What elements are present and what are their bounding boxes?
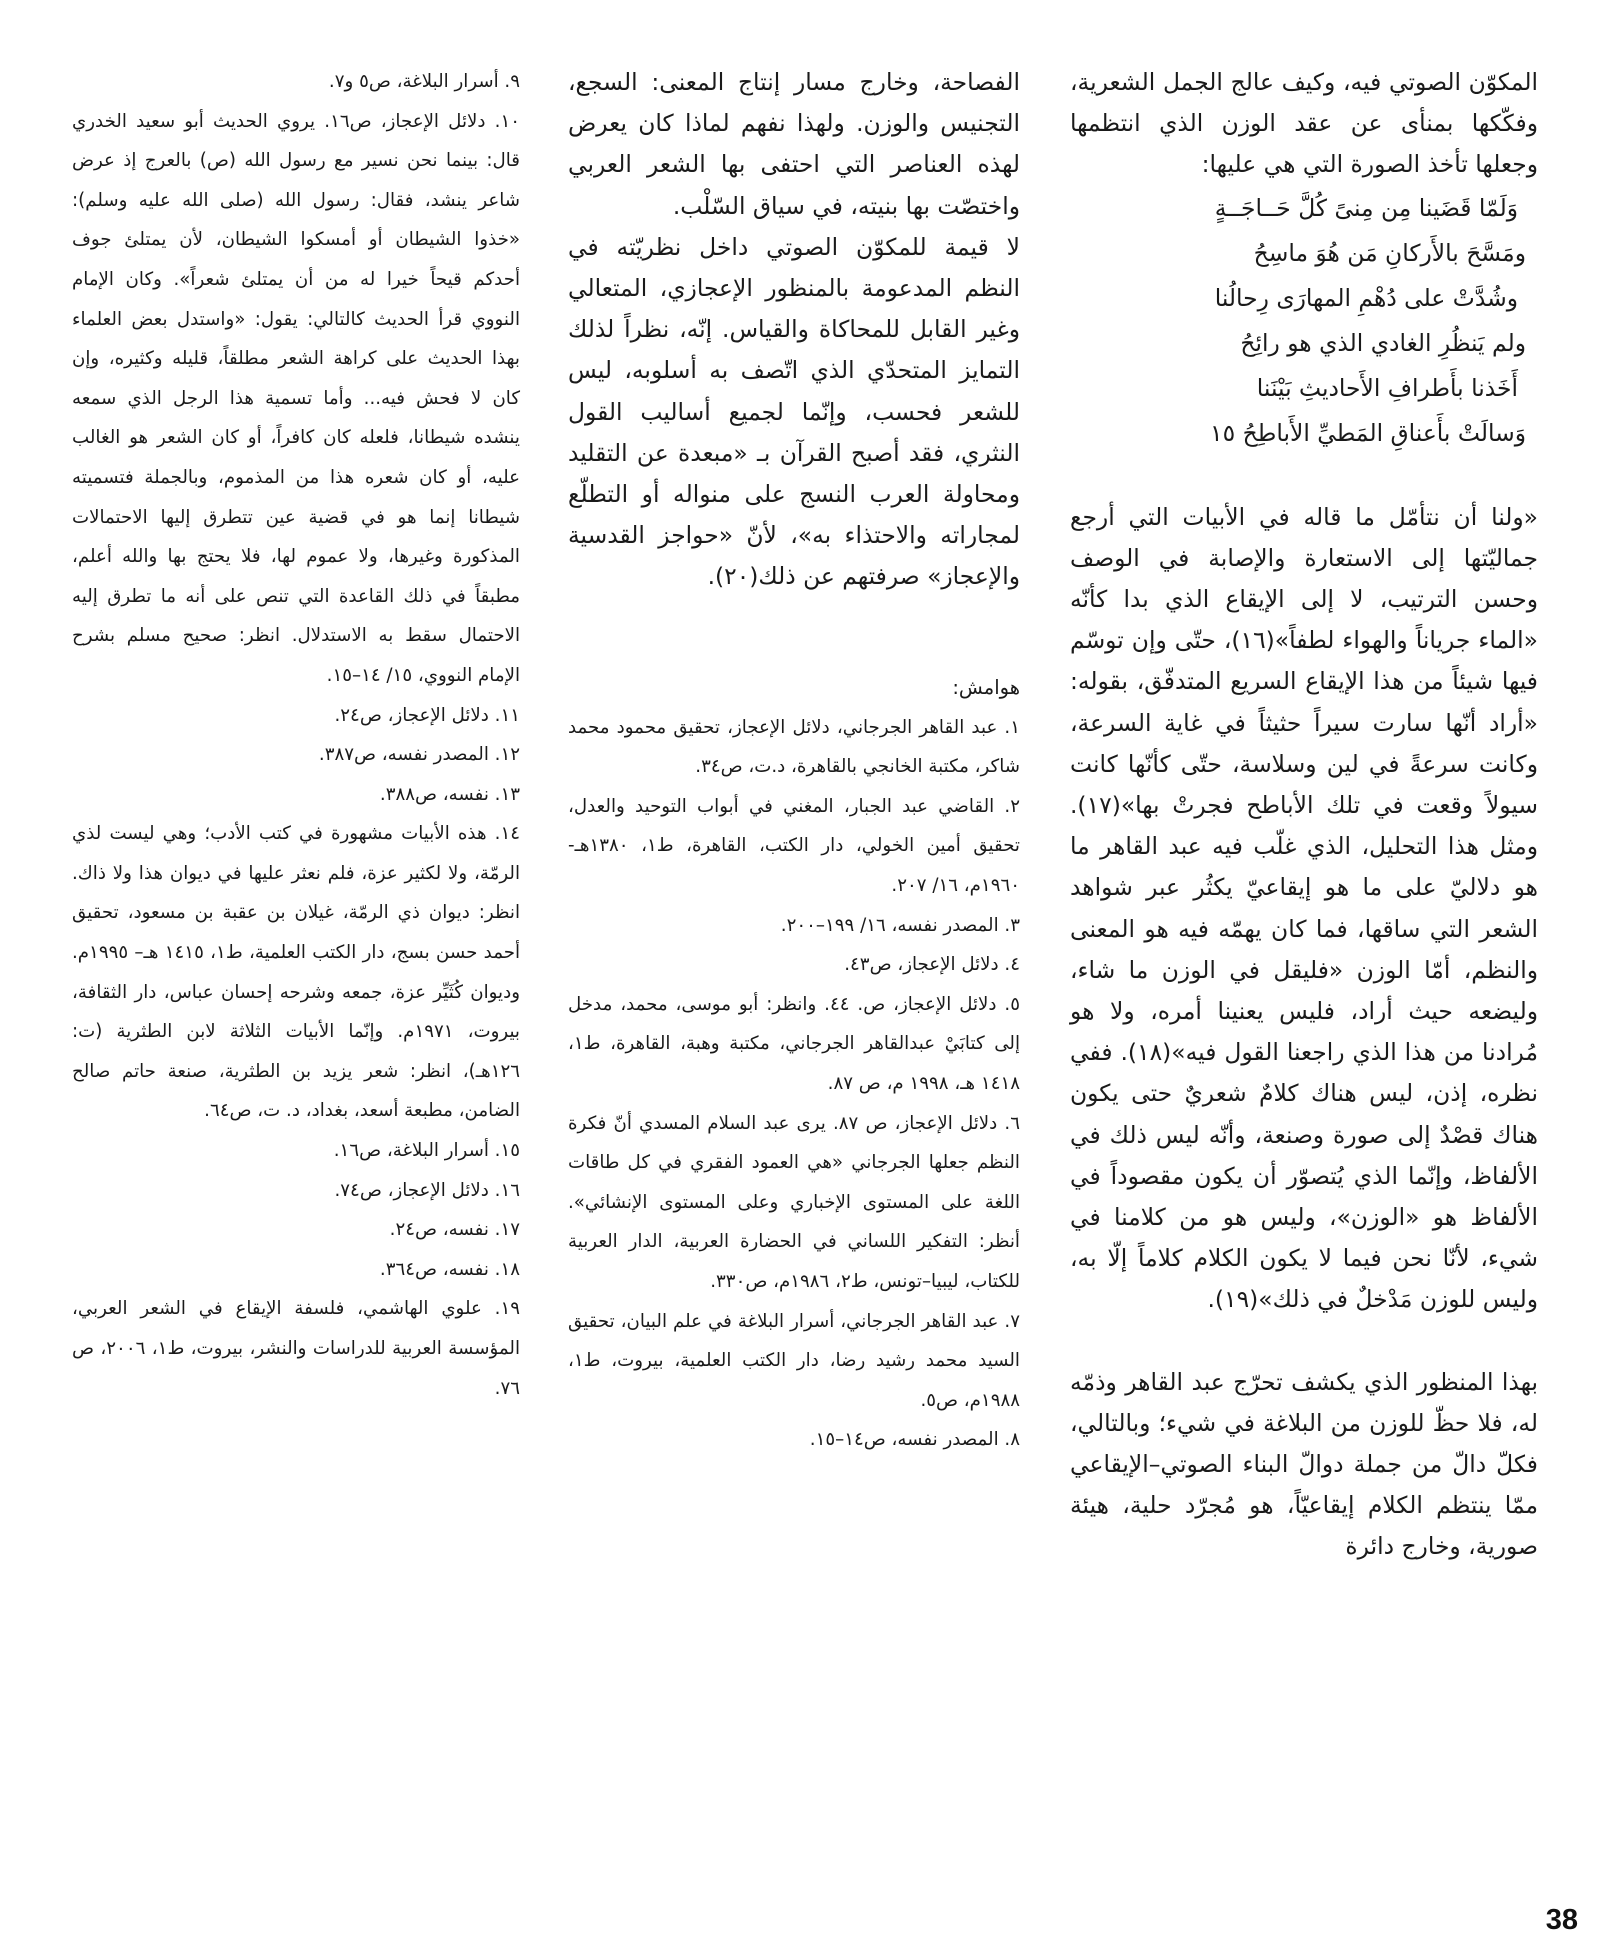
footnote: ١. عبد القاهر الجرجاني، دلائل الإعجاز، تحقيق محمود محمد شاكر، مكتبة الخانجي بالقاهرة، د.ت، ص٣٤. [568,716,1020,778]
footnote: ١٣. نفسه، ص٣٨٨. [379,783,520,805]
footnote: ١٩. علوي الهاشمي، فلسفة الإيقاع في الشعر العربي، المؤسسة العربية للدراسات والنشر، بيروت، ط١، ٢٠٠٦، ص ٧٦. [72,1298,520,1399]
footnote: ٧. عبد القاهر الجرجاني، أسرار البلاغة في علم البيان، تحقيق السيد محمد رشيد رضا، دار الكتب العلمية، بيروت، ط١، ١٩٨٨م، ص٥. [568,1310,1020,1411]
poem-verse: وَلَمّا قَضَينا مِن مِنىً كُلَّ حَــاجَــةٍ [1214,193,1518,222]
footnote: ١٢. المصدر نفسه، ص٣٨٧. [318,744,520,766]
middle-column [568,62,1020,1460]
footnote: ١٤. هذه الأبيات مشهورة في كتب الأدب؛ وهي ليست لذي الرمّة، ولا لكثير عزة، فلم نعثر عليها في ديوان هذا ولا ذاك. انظر: ديوان ذي الرمّة، غيلان بن عقبة بن مسعود، تحقيق أحمد حسن بسج، دار الكتب العلمية، ط١، ١٤١٥ هـ– ١٩٩٥م. وديوان كُثَيِّر عزة، جمعه وشرحه إحسان عباس، دار الثقافة، بيروت، ١٩٧١م. وإنّما الأبيات الثلاثة لابن الطثرية (ت: ١٢٦هـ)، انظر: شعر يزيد بن الطثرية، صنعة حاتم صالح الضامن، مطبعة أسعد، بغداد، د. ت، ص٦٤. [72,823,520,1122]
footnotes [72,62,520,1408]
footnote: ١٠. دلائل الإعجاز، ص١٦. يروي الحديث أبو سعيد الخدري قال: بينما نحن نسير مع رسول الله (ص) بالعرج إذ عرض شاعر ينشد، فقال: رسول الله (صلى الله عليه وسلم): «خذوا الشيطان أو أمسكوا الشيطان، لأن يمتلئ جوف أحدكم قيحاً خيرا له من أن يمتلئ شعراً». وكان الإمام النووي قرأ الحديث كالتالي: يقول: «واستدل بعض العلماء بهذا الحديث على كراهة الشعر مطلقاً، قليله وكثيره، وإن كان لا فحش فيه... وأما تسمية هذا الرجل الذي سمعه ينشده شيطانا، فلعله كان كافراً، أو كان الشعر هو الغالب عليه، أو كان شعره هذا من المذموم، وبالجملة فتسميته شيطانا إنما هو في قضية عين تتطرق إليها الاحتمالات المذكورة وغيرها، ولا عموم لها، فلا يحتج بها والله أعلم، مطبقاً في ذلك القاعدة التي تنص على أنه ما تطرق إليه الاحتمال سقط به الاستدلال. انظر: صحيح مسلم بشرح الإمام النووي، ١٥/ ١٤–١٥. [72,110,520,686]
footnote: ٢. القاضي عبد الجبار، المغني في أبواب التوحيد والعدل، تحقيق أمين الخولي، دار الكتب، القاهرة، ط١، ١٣٨٠هـ- ١٩٦٠م، ١٦/ ٢٠٧. [568,795,1020,897]
footnote: ١١. دلائل الإعجاز، ص٢٤. [334,704,520,726]
page-number: 38 [1545,1904,1578,1936]
footnote: ١٦. دلائل الإعجاز، ص٧٤. [334,1179,520,1201]
left-column [72,62,520,1408]
footnote: ١٧. نفسه، ص٢٤. [389,1219,520,1241]
body-paragraph: لا قيمة للمكوّن الصوتي داخل نظريّته في النظم المدعومة بالمنظور الإعجازي، المتعالي وغير القابل للمحاكاة والقياس. إنّه، نظراً لذلك التمايز المتحدّي الذي اتّصف به أسلوبه، ليس للشعر فحسب، وإنّما لجميع أساليب القول النثري، فقد أصبح القرآن بـ «مبعدة عن التقليد ومحاولة العرب النسج على منواله أو التطلّع لمجاراته والاحتذاء به»، لأنّ «حواجز القدسية والإعجاز» صرفتهم عن ذلك(٢٠). [568,232,1020,591]
poem-verse: ومَسَّحَ بالأَركانِ مَن هُوَ ماسِحُ [1253,238,1526,267]
footnote: ٩. أسرار البلاغة، ص٥ و٧. [328,71,520,92]
footnote: ١٥. أسرار البلاغة، ص١٦. [333,1140,520,1162]
footnote: ٦. دلائل الإعجاز، ص ٨٧. يرى عبد السلام المسدي أنّ فكرة النظم جعلها الجرجاني «هي العمود الفقري في كل طاقات اللغة على المستوى الإخباري وعلى المستوى الإنشائي». أنظر: التفكير اللساني في الحضارة العربية، الدار العربية للكتاب، ليبيا–تونس، ط٢، ١٩٨٦م، ص٣٣٠. [568,1112,1020,1292]
footnote: ٣. المصدر نفسه، ١٦/ ١٩٩–٢٠٠. [780,914,1020,936]
poem-verse: وشُدَّتْ على دُهْمِ المهارَى رِحالُنا [1214,283,1518,312]
footnote: ٥. دلائل الإعجاز، ص. ٤٤. وانظر: أبو موسى، محمد، مدخل إلى كتابَيْ عبدالقاهر الجرجاني، مكتبة وهبة، القاهرة، ط١، ١٤١٨ هـ، ١٩٩٨ م، ص ٨٧. [568,993,1020,1094]
poem-verse: أَخَذنا بأَطرافِ الأَحاديثِ بَيْنَنا [1256,373,1518,402]
footnote: ١٨. نفسه، ص٣٦٤. [379,1258,520,1280]
footnote: ٨. المصدر نفسه، ص١٤–١٥. [809,1429,1020,1451]
poem-verse: ولم يَنظُرِ الغادي الذي هو رائِحُ [1240,328,1526,357]
body-column [1070,62,1538,1568]
body-paragraph: «ولنا أن نتأمّل ما قاله في الأبيات التي أرجع جماليّتها إلى الاستعارة والإصابة في الوصف وحسن الترتيب، لا إلى الإيقاع الذي بدا كأنّه «الماء جرياناً والهواء لطفاً»(١٦)، حتّى وإن توسّم فيها شيئاً من هذا الإيقاع السريع المتدفّق، بقوله: «أراد أنّها سارت سيراً حثيثاً في غاية السرعة، وكانت سرعةً في لين وسلاسة، حتّى كأنّها كانت سيولاً وقعت في تلك الأباطح فجرتْ بها»(١٧). ومثل هذا التحليل، الذي غلّب فيه عبد القاهر ما هو دلاليّ على ما هو إيقاعيّ يكثُر عبر شواهد الشعر التي ساقها، فما كان يهمّه فيه هو المعنى والنظم، أمّا الوزن «فليقل في الوزن ما شاء، وليضعه حيث أراد، فليس يعنينا أمره، ولا هو مُرادنا من هذا الذي راجعنا القول فيه»(١٨). ففي نظره، إذن، ليس هناك كلامٌ شعريٌ حتى يكون هناك قصْدٌ إلى صورة وصنعة، وأنّه ليس ذلك في الألفاظ، وإنّما الذي يُتصوّر أن يكون مقصوداً في الألفاظ هو «الوزن»، وليس هو من كلامنا في شيء، لأنّا نحن فيما لا يكون الكلام كلاماً إلّا به، وليس للوزن مَدْخلٌ في ذلك»(١٩). [1070,502,1538,1314]
footnotes-heading: هوامش: [952,675,1020,699]
footnote: ٤. دلائل الإعجاز، ص٤٣. [844,954,1020,976]
poem [1070,186,1538,456]
poem-verse: وَسالَتْ بأَعناقِ المَطيِّ الأَباطِحُ ١٥ [1210,418,1526,447]
footnotes [568,668,1020,1460]
body-paragraph: بهذا المنظور الذي يكشف تحرّج عبد القاهر وذمّه له، فلا حظّ للوزن من البلاغة في شيء؛ وبالتالي، فكلّ دالّ من جملة دوالّ البناء الصوتي–الإيقاعي ممّا ينتظم الكلام إيقاعيّاً، هو مُجرّد حلية، هيئة صورية، وخارج دائرة [1070,1367,1538,1561]
body-paragraph: المكوّن الصوتي فيه، وكيف عالج الجمل الشعرية، وفكّكها بمنأى عن عقد الوزن الذي انتظمها وجعلها تأخذ الصورة التي هي عليها: [1070,68,1538,179]
body-paragraph: الفصاحة، وخارج مسار إنتاج المعنى: السجع، التجنيس والوزن. ولهذا نفهم لماذا كان يعرض لهذه العناصر التي احتفى بها الشعر العربي واختصّت بها بنيته، في سياق السّلْب. [568,68,1020,220]
